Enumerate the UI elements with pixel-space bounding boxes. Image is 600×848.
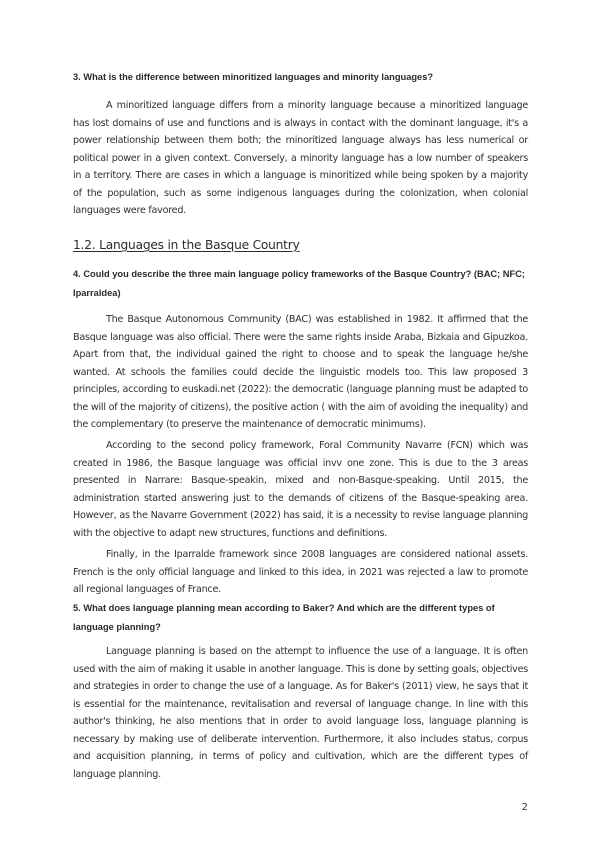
question-4-paragraph-bac bbox=[73, 311, 528, 434]
question-3-heading: 3. What is the difference between minoritized languages and minority languages? bbox=[73, 72, 434, 82]
question-5-answer bbox=[73, 643, 528, 783]
paragraph-text: The Basque Autonomous Community (BAC) was established in 1982. It affirmed that the Basque language was also official. There were the same rights inside Araba, Bizkaia and Gipuzkoa. Apart from that, the individual gained the right to choose and to speak the language he/she wanted. At schools the families could decide the linguistic models too. This law proposed 3 principles, according to euskadi.net (2022): the democratic (language planning must be adapted to the will of the majority of citizens), the positive action ( with the aim of avoiding the inequality) and the complementary (to preserve the maintenance of democratic minimums). bbox=[73, 314, 528, 430]
question-3-answer bbox=[73, 97, 528, 220]
question-4-heading: 4. Could you describe the three main language policy frameworks of the Basque Country? (BAC; NFC; Iparraldea) bbox=[73, 269, 525, 298]
question-5-answer-text: Language planning is based on the attempt to influence the use of a language. It is often used with the aim of making it usable in another language. This is done by setting goals, objectives and strategies in order to change the use of a language. As for Baker's (2011) view, he says that it is essential for the maintenance, revitalisation and reversal of language change. In line with this author's thinking, he also mentions that in order to avoid language loss, language planning is necessary by making use of deliberate intervention. Furthermore, it also includes status, corpus and acquisition planning, in terms of policy and cultivation, which are the different types of language planning. bbox=[73, 646, 528, 780]
page-number: 2 bbox=[521, 802, 528, 813]
section-heading: 1.2. Languages in the Basque Country bbox=[73, 238, 300, 252]
paragraph-text: According to the second policy framework, Foral Community Navarre (FCN) which was created in 1986, the Basque language was official invv one zone. This is due to the 3 areas presented in Narrare: Basque-speakin, mixed and non-Basque-speaking. Until 2015, the administration started answering just to the demands of citizens of the Basque-speaking area. However, as the Navarre Government (2022) has said, it is a necessity to revise language planning with the objective to adapt new structures, functions and definitions. bbox=[73, 440, 528, 539]
question-4-paragraph-iparralde bbox=[73, 546, 528, 599]
question-5-heading: 5. What does language planning mean according to Baker? And which are the different types of language planning? bbox=[73, 603, 495, 632]
question-4-paragraph-fcn bbox=[73, 437, 528, 542]
paragraph-text: Finally, in the Iparralde framework since 2008 languages are considered national assets. French is the only official language and linked to this idea, in 2021 was rejected a law to promote all regional languages of France. bbox=[73, 549, 528, 595]
question-3-answer-text: A minoritized language differs from a minority language because a minoritized language has lost domains of use and functions and is always in contact with the dominant language, it's a power relationship between them both; the minoritized language always has less numerical or political power in a given context. Conversely, a minority language has a low number of speakers in a territory. There are cases in which a language is minoritized while being spoken by a majority of the population, such as some indigenous languages during the colonization, when colonial languages were favored. bbox=[73, 100, 528, 216]
